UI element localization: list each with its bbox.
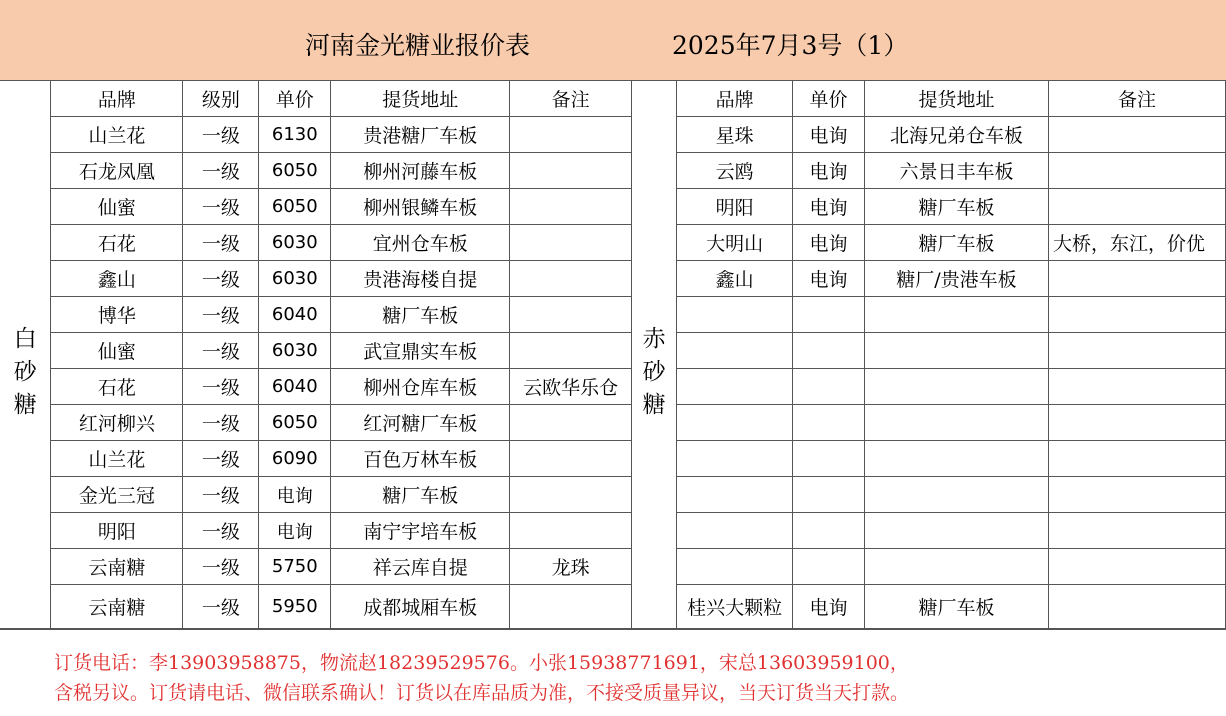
white-brand-cell: 云南糖 [51, 549, 183, 585]
red-brand-cell [677, 333, 793, 369]
red-location-cell: 糖厂车板 [865, 189, 1049, 225]
table-row [0, 261, 1226, 297]
white-location-cell: 红河糖厂车板 [331, 405, 510, 441]
red-location-cell [865, 297, 1049, 333]
white-price-cell: 电询 [259, 477, 331, 513]
white-brand-cell: 红河柳兴 [51, 405, 183, 441]
red-price-cell [793, 369, 865, 405]
white-header-grade: 级别 [183, 81, 259, 117]
order-info [0, 629, 1226, 716]
white-price-cell: 6050 [259, 189, 331, 225]
white-location-cell: 糖厂车板 [331, 297, 510, 333]
red-note-cell [1048, 441, 1225, 477]
white-brand-cell: 云南糖 [51, 585, 183, 629]
white-location-cell: 祥云库自提 [331, 549, 510, 585]
sheet-date: 2025年7月3号（1） [672, 31, 909, 60]
table-row [0, 189, 1226, 225]
white-grade-cell: 一级 [183, 369, 259, 405]
white-note-cell [510, 585, 632, 629]
red-brand-cell: 云鸥 [677, 153, 793, 189]
white-location-cell: 贵港海楼自提 [331, 261, 510, 297]
white-location-cell: 柳州仓库车板 [331, 369, 510, 405]
white-header-location: 提货地址 [331, 81, 510, 117]
white-location-cell: 柳州河藤车板 [331, 153, 510, 189]
white-grade-cell: 一级 [183, 153, 259, 189]
white-location-cell: 武宣鼎实车板 [331, 333, 510, 369]
table-row [0, 225, 1226, 261]
order-terms: 含税另议。订货请电话、微信联系确认！订货以在库品质为准，不接受质量异议，当天订货当天打款。 [54, 682, 910, 704]
red-location-cell: 六景日丰车板 [865, 153, 1049, 189]
white-price-cell: 6050 [259, 405, 331, 441]
white-grade-cell: 一级 [183, 225, 259, 261]
red-brand-cell [677, 297, 793, 333]
red-location-cell: 糖厂车板 [865, 585, 1049, 629]
white-brand-cell: 石花 [51, 225, 183, 261]
red-price-cell [793, 405, 865, 441]
white-note-cell [510, 477, 632, 513]
red-brand-cell: 桂兴大颗粒 [677, 585, 793, 629]
red-note-cell [1048, 153, 1225, 189]
white-header-brand: 品牌 [51, 81, 183, 117]
red-brand-cell: 大明山 [677, 225, 793, 261]
table-row [0, 513, 1226, 549]
table-row [0, 153, 1226, 189]
red-price-cell [793, 513, 865, 549]
white-price-cell: 6030 [259, 225, 331, 261]
white-grade-cell: 一级 [183, 261, 259, 297]
red-note-cell [1048, 261, 1225, 297]
white-grade-cell: 一级 [183, 405, 259, 441]
red-location-cell [865, 513, 1049, 549]
red-price-cell: 电询 [793, 585, 865, 629]
red-note-cell [1048, 549, 1225, 585]
white-grade-cell: 一级 [183, 117, 259, 153]
red-note-cell [1048, 189, 1225, 225]
white-brand-cell: 仙蜜 [51, 333, 183, 369]
red-location-cell: 北海兄弟仓车板 [865, 117, 1049, 153]
table-row [0, 297, 1226, 333]
white-price-cell: 5950 [259, 585, 331, 629]
red-price-cell: 电询 [793, 117, 865, 153]
white-location-cell: 百色万林车板 [331, 441, 510, 477]
white-location-cell: 成都城厢车板 [331, 585, 510, 629]
white-brand-cell: 石花 [51, 369, 183, 405]
white-grade-cell: 一级 [183, 549, 259, 585]
white-note-cell [510, 261, 632, 297]
white-note-cell [510, 441, 632, 477]
white-location-cell: 柳州银鳞车板 [331, 189, 510, 225]
red-brand-cell [677, 477, 793, 513]
table-row [0, 333, 1226, 369]
white-grade-cell: 一级 [183, 477, 259, 513]
corner-cell [0, 81, 51, 117]
white-note-cell: 云欧华乐仓 [510, 369, 632, 405]
white-header-price: 单价 [259, 81, 331, 117]
red-location-cell [865, 441, 1049, 477]
white-brand-cell: 山兰花 [51, 441, 183, 477]
red-brand-cell: 鑫山 [677, 261, 793, 297]
red-location-cell [865, 405, 1049, 441]
red-location-cell: 糖厂/贵港车板 [865, 261, 1049, 297]
white-brand-cell: 金光三冠 [51, 477, 183, 513]
red-price-cell [793, 549, 865, 585]
red-note-cell [1048, 333, 1225, 369]
white-note-cell [510, 333, 632, 369]
white-grade-cell: 一级 [183, 333, 259, 369]
red-sugar-label [632, 117, 677, 629]
red-note-cell [1048, 477, 1225, 513]
red-price-cell [793, 333, 865, 369]
white-note-cell [510, 117, 632, 153]
red-price-cell [793, 477, 865, 513]
red-location-cell [865, 369, 1049, 405]
red-note-cell [1048, 585, 1225, 629]
red-note-cell [1048, 117, 1225, 153]
white-price-cell: 6090 [259, 441, 331, 477]
white-price-cell: 5750 [259, 549, 331, 585]
white-price-cell: 6040 [259, 297, 331, 333]
red-location-cell [865, 477, 1049, 513]
red-header-brand: 品牌 [677, 81, 793, 117]
red-header-price: 单价 [793, 81, 865, 117]
red-note-cell [1048, 369, 1225, 405]
table-row [0, 405, 1226, 441]
white-location-cell: 糖厂车板 [331, 477, 510, 513]
red-side-top [632, 81, 677, 117]
white-grade-cell: 一级 [183, 441, 259, 477]
red-brand-cell: 明阳 [677, 189, 793, 225]
red-brand-cell [677, 513, 793, 549]
order-contacts: 订货电话：李13903958875，物流赵18239529576。小张15938771691，宋总13603959100， [54, 652, 909, 674]
red-brand-cell [677, 549, 793, 585]
red-price-cell: 电询 [793, 189, 865, 225]
white-location-cell: 南宁宇培车板 [331, 513, 510, 549]
white-grade-cell: 一级 [183, 585, 259, 629]
table-row [0, 585, 1226, 629]
red-note-cell [1048, 513, 1225, 549]
white-note-cell [510, 405, 632, 441]
white-location-cell: 宜州仓车板 [331, 225, 510, 261]
white-price-cell: 6040 [259, 369, 331, 405]
white-sugar-label [0, 117, 51, 629]
red-price-cell: 电询 [793, 261, 865, 297]
red-location-cell [865, 333, 1049, 369]
red-location-cell: 糖厂车板 [865, 225, 1049, 261]
red-brand-cell [677, 369, 793, 405]
white-grade-cell: 一级 [183, 189, 259, 225]
red-price-cell [793, 441, 865, 477]
red-location-cell [865, 549, 1049, 585]
white-brand-cell: 明阳 [51, 513, 183, 549]
header-row [0, 81, 1226, 117]
white-brand-cell: 石龙凤凰 [51, 153, 183, 189]
price-table [0, 80, 1226, 629]
table-row [0, 117, 1226, 153]
white-note-cell [510, 189, 632, 225]
white-price-cell: 6130 [259, 117, 331, 153]
table-row [0, 441, 1226, 477]
white-note-cell [510, 153, 632, 189]
white-note-cell [510, 297, 632, 333]
white-brand-cell: 仙蜜 [51, 189, 183, 225]
red-note-cell: 大桥，东江，价优 [1048, 225, 1225, 261]
red-note-cell [1048, 405, 1225, 441]
white-grade-cell: 一级 [183, 513, 259, 549]
red-note-cell [1048, 297, 1225, 333]
white-price-cell: 6050 [259, 153, 331, 189]
white-brand-cell: 博华 [51, 297, 183, 333]
table-row [0, 477, 1226, 513]
white-grade-cell: 一级 [183, 297, 259, 333]
white-price-cell: 6030 [259, 333, 331, 369]
table-row [0, 549, 1226, 585]
price-table-body [0, 81, 1226, 629]
white-price-cell: 6030 [259, 261, 331, 297]
title-bar [0, 0, 1226, 81]
sheet-title: 河南金光糖业报价表 [305, 31, 531, 60]
red-header-note: 备注 [1048, 81, 1225, 117]
white-price-cell: 电询 [259, 513, 331, 549]
white-brand-cell: 鑫山 [51, 261, 183, 297]
red-brand-cell [677, 441, 793, 477]
red-price-cell: 电询 [793, 225, 865, 261]
white-note-cell: 龙珠 [510, 549, 632, 585]
red-brand-cell [677, 405, 793, 441]
red-brand-cell: 星珠 [677, 117, 793, 153]
white-note-cell [510, 513, 632, 549]
vertical-label-text: 白砂糖 [13, 325, 37, 418]
white-note-cell [510, 225, 632, 261]
vertical-label-text: 赤砂糖 [642, 325, 666, 418]
white-brand-cell: 山兰花 [51, 117, 183, 153]
red-header-location: 提货地址 [865, 81, 1049, 117]
white-location-cell: 贵港糖厂车板 [331, 117, 510, 153]
white-header-note: 备注 [510, 81, 632, 117]
red-price-cell: 电询 [793, 153, 865, 189]
red-price-cell [793, 297, 865, 333]
table-row [0, 369, 1226, 405]
